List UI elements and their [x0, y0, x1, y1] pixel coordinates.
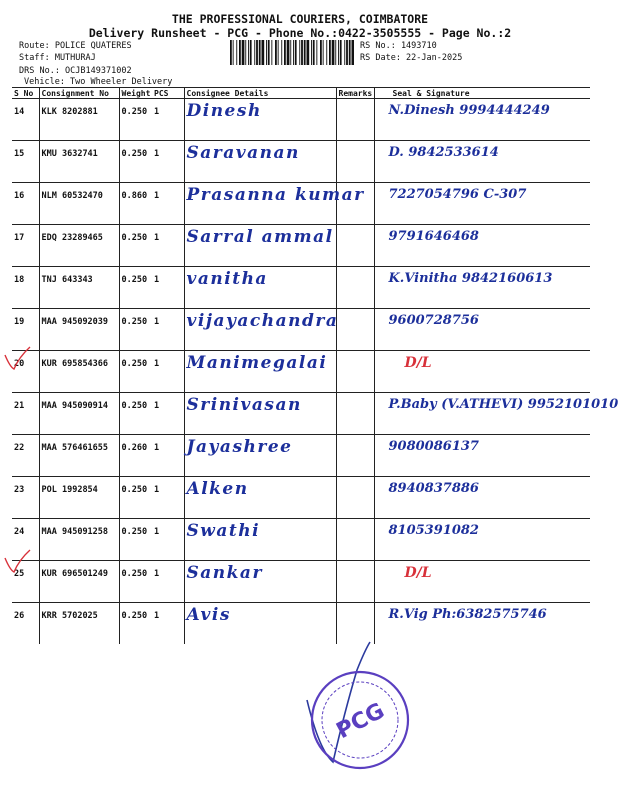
row-sno: 21	[12, 393, 39, 435]
table-row	[12, 267, 590, 309]
row-signature: 8940837886	[374, 477, 590, 519]
row-pcs: 1	[152, 141, 184, 183]
row-signature: P.Baby (V.ATHEVI) 9952101010	[374, 393, 590, 435]
row-remarks	[336, 351, 374, 393]
company-title: THE PROFESSIONAL COURIERS, COIMBATORE	[171, 12, 429, 26]
row-consignment-no: KMU 3632741	[39, 141, 119, 183]
row-remarks	[336, 519, 374, 561]
row-weight: 0.250	[119, 99, 152, 141]
row-consignee-name: Avis	[184, 603, 336, 645]
rs-date: RS Date: 22-Jan-2025	[360, 53, 463, 63]
row-sno: 23	[12, 477, 39, 519]
row-pcs: 1	[152, 393, 184, 435]
row-pcs: 1	[152, 99, 184, 141]
row-pcs: 1	[152, 225, 184, 267]
barcode-bar	[307, 40, 310, 65]
row-consignment-no: MAA 576461655	[39, 435, 119, 477]
row-weight: 0.250	[119, 519, 152, 561]
barcode-bar	[313, 40, 315, 65]
row-consignee-name: Srinivasan	[184, 393, 336, 435]
row-sno: 19	[12, 309, 39, 351]
col-remarks: Remarks	[336, 88, 374, 99]
row-pcs: 1	[152, 561, 184, 603]
table-row	[12, 309, 590, 351]
barcode-bar	[323, 40, 324, 65]
barcode-bar	[284, 40, 286, 65]
barcode-bar	[301, 40, 303, 65]
col-consignment: Consignment No	[39, 88, 119, 99]
barcode-bar	[230, 40, 232, 65]
row-signature: D/L	[374, 351, 590, 393]
row-signature: K.Vinitha 9842160613	[374, 267, 590, 309]
barcode-bar	[254, 40, 255, 65]
barcode-bar	[349, 40, 351, 65]
vehicle-label: Vehicle: Two Wheeler Delivery	[24, 77, 173, 87]
row-signature: 9791646468	[374, 225, 590, 267]
row-weight: 0.250	[119, 225, 152, 267]
row-remarks	[336, 225, 374, 267]
row-signature: 8105391082	[374, 519, 590, 561]
barcode-bar	[332, 40, 335, 65]
stamp-text: PCG	[332, 698, 389, 745]
row-signature: 9080086137	[374, 435, 590, 477]
barcode-bar	[338, 40, 339, 65]
row-remarks	[336, 435, 374, 477]
row-pcs: 1	[152, 519, 184, 561]
row-consignment-no: POL 1992854	[39, 477, 119, 519]
row-consignee-name: Manimegalai	[184, 351, 336, 393]
row-consignment-no: TNJ 643343	[39, 267, 119, 309]
barcode-bar	[259, 40, 261, 65]
row-weight: 0.250	[119, 477, 152, 519]
table-row	[12, 141, 590, 183]
row-consignment-no: KRR 5702025	[39, 603, 119, 645]
delivery-table	[12, 87, 618, 644]
row-weight: 0.250	[119, 393, 152, 435]
row-sno: 15	[12, 141, 39, 183]
barcode-bar	[344, 40, 345, 65]
row-signature: D/L	[374, 561, 590, 603]
barcode-bar	[281, 40, 282, 65]
row-consignee-name: Sankar	[184, 561, 336, 603]
row-pcs: 1	[152, 309, 184, 351]
barcode-bar	[239, 40, 241, 65]
col-seal-signature: Seal & Signature	[374, 88, 590, 99]
col-sno: S No	[12, 88, 39, 99]
table-row	[12, 183, 590, 225]
row-weight: 0.860	[119, 183, 152, 225]
table-row	[12, 561, 590, 603]
row-consignee-name: Prasanna kumar	[184, 183, 336, 225]
row-pcs: 1	[152, 435, 184, 477]
row-weight: 0.250	[119, 561, 152, 603]
barcode-bar	[278, 40, 279, 65]
table-row	[12, 351, 590, 393]
barcode-bar	[346, 40, 348, 65]
row-pcs: 1	[152, 183, 184, 225]
table-row	[12, 393, 590, 435]
runsheet-subtitle: Delivery Runsheet - PCG - Phone No.:0422-3505555 - Page No.:2	[88, 26, 512, 40]
barcode-bar	[290, 40, 291, 65]
row-consignment-no: MAA 945092039	[39, 309, 119, 351]
rs-number: RS No.: 1493710	[360, 41, 437, 51]
check-mark-icon	[2, 345, 32, 371]
row-remarks	[336, 141, 374, 183]
row-consignee-name: vanitha	[184, 267, 336, 309]
row-weight: 0.250	[119, 309, 152, 351]
barcode-bar	[311, 40, 312, 65]
barcode-bar	[287, 40, 290, 65]
barcode-bar	[242, 40, 245, 65]
row-consignment-no: MAA 945090914	[39, 393, 119, 435]
barcode-bar	[268, 40, 270, 65]
barcode-bar	[271, 40, 272, 65]
barcode-bar	[320, 40, 322, 65]
barcode-bar	[335, 40, 336, 65]
row-consignment-no: NLM 60532470	[39, 183, 119, 225]
row-signature: D. 9842533614	[374, 141, 590, 183]
row-consignee-name: Saravanan	[184, 141, 336, 183]
drs-number: DRS No.: OCJB149371002	[19, 66, 132, 76]
row-consignment-no: KUR 696501249	[39, 561, 119, 603]
row-sno: 22	[12, 435, 39, 477]
col-pcs: PCS	[152, 88, 184, 99]
row-sno: 14	[12, 99, 39, 141]
row-signature: N.Dinesh 9994444249	[374, 99, 590, 141]
row-pcs: 1	[152, 267, 184, 309]
row-weight: 0.250	[119, 603, 152, 645]
table-row	[12, 225, 590, 267]
table-row	[12, 477, 590, 519]
row-remarks	[336, 393, 374, 435]
barcode-bar	[248, 40, 249, 65]
row-signature: R.Vig Ph:6382575746	[374, 603, 590, 645]
barcode-bar	[316, 40, 317, 65]
barcode-bar	[256, 40, 258, 65]
col-consignee: Consignee Details	[184, 88, 336, 99]
row-sno: 18	[12, 267, 39, 309]
barcode-bar	[340, 40, 342, 65]
barcode-bar	[275, 40, 277, 65]
barcode-bar	[329, 40, 331, 65]
table-row	[12, 435, 590, 477]
row-consignee-name: vijayachandra	[184, 309, 336, 351]
barcode-bar	[236, 40, 237, 65]
pcg-stamp-seal	[295, 630, 425, 780]
row-consignee-name: Dinesh	[184, 99, 336, 141]
row-consignment-no: EDQ 23289465	[39, 225, 119, 267]
barcode-bar	[233, 40, 234, 65]
row-weight: 0.250	[119, 267, 152, 309]
table-row	[12, 519, 590, 561]
row-weight: 0.250	[119, 351, 152, 393]
table-header-row	[12, 88, 590, 99]
barcode-bar	[326, 40, 327, 65]
barcode-bar	[262, 40, 265, 65]
row-pcs: 1	[152, 477, 184, 519]
row-sno: 17	[12, 225, 39, 267]
barcode-bar	[295, 40, 297, 65]
row-weight: 0.260	[119, 435, 152, 477]
row-pcs: 1	[154, 611, 160, 621]
col-weight: Weight	[119, 88, 152, 99]
row-sno: 26	[14, 611, 25, 621]
row-remarks	[336, 267, 374, 309]
barcode-bar	[304, 40, 306, 65]
barcode-bar	[352, 40, 355, 65]
barcode-bar	[266, 40, 267, 65]
row-remarks	[336, 561, 374, 603]
row-sno: 20	[12, 351, 39, 393]
row-remarks	[336, 309, 374, 351]
row-consignee-name: Jayashree	[184, 435, 336, 477]
barcode-icon	[230, 40, 354, 65]
row-signature: 9600728756	[374, 309, 590, 351]
table-row	[12, 99, 590, 141]
route-label: Route: POLICE QUATERES	[19, 41, 132, 51]
staff-label: Staff: MUTHURAJ	[19, 53, 96, 63]
row-consignment-no: KLK 8202881	[39, 99, 119, 141]
row-consignee-name: Swathi	[184, 519, 336, 561]
row-sno: 16	[12, 183, 39, 225]
barcode-bar	[245, 40, 246, 65]
row-sno: 25	[12, 561, 39, 603]
row-consignment-no: KUR 695854366	[39, 351, 119, 393]
row-remarks	[336, 99, 374, 141]
row-sno: 24	[12, 519, 39, 561]
row-remarks	[336, 477, 374, 519]
row-consignment-no: MAA 945091258	[39, 519, 119, 561]
row-signature: 7227054796 C-307	[374, 183, 590, 225]
check-mark-icon	[2, 548, 32, 574]
row-consignee-name: Alken	[184, 477, 336, 519]
row-consignee-name: Sarral ammal	[184, 225, 336, 267]
barcode-bar	[293, 40, 294, 65]
barcode-bar	[250, 40, 252, 65]
row-weight: 0.250	[119, 141, 152, 183]
barcode-bar	[299, 40, 300, 65]
row-pcs: 1	[152, 351, 184, 393]
